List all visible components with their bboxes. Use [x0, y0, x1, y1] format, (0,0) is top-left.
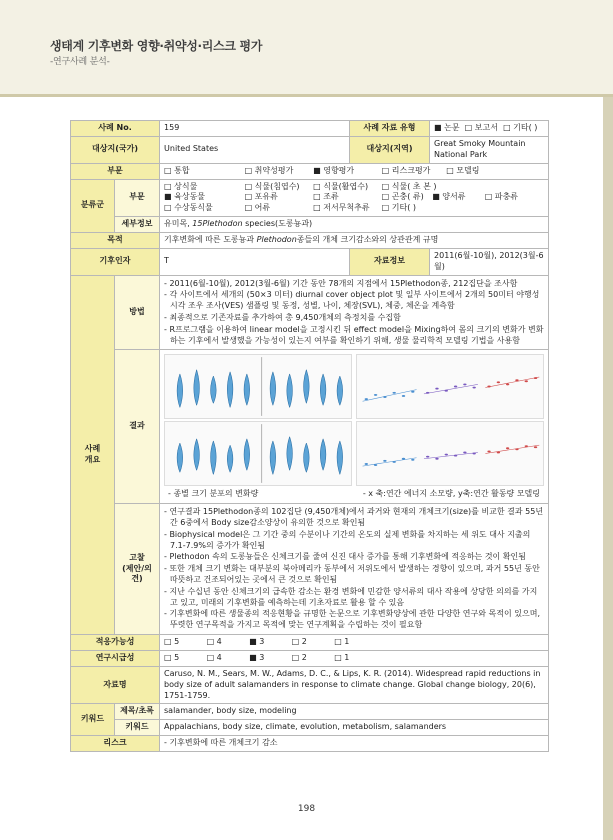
- overview-label: 사례 개요: [71, 275, 115, 634]
- rating-option[interactable]: □ 2: [291, 653, 307, 663]
- case-type-options: [430, 121, 549, 137]
- taxon-option[interactable]: □ 곤충( 류): [381, 192, 424, 202]
- page-header-subtitle: -연구사례 분석-: [50, 57, 110, 67]
- taxon-option[interactable]: ■ 육상동물: [164, 192, 206, 202]
- purpose-value: 기후변화에 따른 도롱뇽과 Plethodon종들의 개체 크기감소와의 상관관계 규명: [160, 232, 549, 248]
- result-caption-left: - 종별 크기 분포의 변화량: [168, 489, 259, 499]
- method-value: [160, 275, 549, 350]
- conclusion-value: [160, 504, 549, 635]
- climate-factor-value: T: [160, 248, 350, 275]
- keyword-value: Appalachians, body size, climate, evolution, metabolism, salamanders: [160, 720, 549, 736]
- result-caption-right: - x 축:연간 에너지 소모량, y축:연간 활동량 모델링: [362, 489, 541, 499]
- sector-option[interactable]: ■ 영향평가: [313, 165, 355, 175]
- risk-value: - 기후변화에 따른 개체크기 감소: [160, 736, 549, 752]
- site-value: Great Smoky Mountain National Park: [430, 137, 549, 164]
- method-item: - 최종적으로 기존자료를 추가하여 총 9,450개체의 측정치를 수집함: [164, 312, 401, 322]
- risk-label: 리스크: [71, 736, 160, 752]
- rating-option[interactable]: □ 1: [334, 653, 350, 663]
- sector-options: [160, 163, 549, 179]
- keyword-title-label: 제목/초록: [115, 704, 160, 720]
- sector-option[interactable]: □ 취약성평가: [244, 165, 294, 175]
- keyword-group-label: 키워드: [71, 704, 115, 736]
- result-label: 결과: [115, 350, 160, 504]
- urgency-options: [160, 650, 549, 666]
- country-value: United States: [160, 137, 350, 164]
- reference-label: 자료명: [71, 666, 160, 703]
- applicability-label: 적응가능성: [71, 634, 160, 650]
- taxon-option[interactable]: □ 파충류: [484, 192, 519, 202]
- taxon-option[interactable]: □ 상식물: [164, 181, 198, 191]
- type-option[interactable]: ■ 논문: [434, 123, 460, 133]
- type-option[interactable]: □ 보고서: [464, 123, 498, 133]
- species-value: 유미목, 15Plethodon species(도롱뇽과): [160, 216, 549, 232]
- method-item: - 각 사이트에서 세개의 (50×3 미터) diurnal cover object plot 및 일부 사이트에서 2개의 50미터 야행성 시각 조우 조사(VES) 샘플링 및 동정, 성별, 나이, 체장(SVL), 체중, 체온을 계측함: [164, 290, 540, 311]
- urgency-label: 연구시급성: [71, 650, 160, 666]
- conclusion-label: 고찰 (제안/의견): [115, 504, 160, 635]
- rating-option[interactable]: □ 4: [206, 653, 222, 663]
- rating-option[interactable]: ■ 3: [249, 653, 265, 663]
- rating-option[interactable]: ■ 3: [249, 637, 265, 647]
- rating-option[interactable]: □ 5: [164, 653, 180, 663]
- reference-value: Caruso, N. M., Sears, M. W., Adams, D. C., & Lips, K. R. (2014). Widespread rapid reductions in body size of adult salamanders in response to climate change. Global change biology, 20(6), 1751-1759.: [160, 666, 549, 703]
- site-label: 대상지(지역): [350, 137, 430, 164]
- taxon-option[interactable]: □ 조류: [313, 192, 339, 202]
- taxon-option[interactable]: □ 기타( ): [381, 203, 416, 213]
- taxon-sector-label: 부문: [115, 179, 160, 216]
- taxon-label: 분류군: [71, 179, 115, 232]
- taxon-option[interactable]: □ 식물( 초 본 ): [381, 181, 437, 191]
- conclusion-item: - 또한 개체 크기 변화는 대부분의 북아메리카 동부에서 저위도에서 발생하는 경향이 있으며, 과거 55년 동안 따뜻하고 건조되어있는 곳에서 큰 것으로 확인됨: [164, 564, 540, 584]
- applicability-options: [160, 634, 549, 650]
- violin-figure-2: [164, 421, 352, 486]
- method-item: - R프로그램을 이용하여 linear model을 고정시킨 뒤 effect model을 Mixing하여 몸의 크기의 변화가 변화하는 기후에서 발생했을 가능성이 있는지 여부를 확인하기 위해, 생물 물리학적 모델링 기법을 사용함: [164, 324, 544, 345]
- taxon-option[interactable]: □ 식물(활엽수): [313, 181, 369, 191]
- species-label: 세부정보: [115, 216, 160, 232]
- taxon-option[interactable]: □ 수상동식물: [164, 203, 213, 213]
- country-label: 대상지(국가): [71, 137, 160, 164]
- rating-option[interactable]: □ 4: [206, 637, 222, 647]
- climate-factor-label: 기후인자: [71, 248, 160, 275]
- method-label: 방법: [115, 275, 160, 350]
- method-item: - 2011(6월-10월), 2012(3월-6월) 기간 동안 78개의 지점에서 15Plethodon종, 212집단을 조사함: [164, 278, 518, 288]
- sector-option[interactable]: □ 리스크평가: [381, 165, 431, 175]
- conclusion-item: - 지난 수십년 동안 신체크기의 급속한 감소는 환경 변화에 민감한 양서류의 대사 작용에 상당한 의의를 가지고 있고, 미래의 기후변화를 예측하는데 기초자료로 활용 할 수 있음: [164, 586, 538, 607]
- conclusion-item: - Biophysical model은 그 기간 중의 수분이나 기간의 온도의 실제 변화를 차지하는 세 위도 대사 지출의 7.1-7.9%의 증가가 확인됨: [164, 529, 531, 550]
- result-value: [160, 350, 549, 504]
- taxon-option[interactable]: □ 포유류: [244, 192, 278, 202]
- data-info-label: 자료정보: [350, 248, 430, 275]
- taxon-option[interactable]: ■ 양서류: [432, 192, 466, 202]
- taxon-option[interactable]: □ 어류: [244, 203, 271, 213]
- rating-option[interactable]: □ 2: [291, 637, 307, 647]
- violin-figure-1: [164, 354, 352, 419]
- keyword-label: 키워드: [115, 720, 160, 736]
- case-type-label: 사례 자료 유형: [350, 121, 430, 137]
- keyword-title-value: salamander, body size, modeling: [160, 704, 549, 720]
- taxon-options: [160, 179, 549, 216]
- type-option[interactable]: □ 기타( ): [503, 123, 538, 133]
- page-header-title: 생태계 기후변화 영향·취약성·리스크 평가: [50, 39, 263, 53]
- conclusion-item: - Plethodon 속의 도롱뇽들은 신체크기를 줄여 신진 대사 증가를 통해 기후변화에 적응하는 것이 확인됨: [164, 552, 527, 562]
- purpose-label: 목적: [71, 232, 160, 248]
- rating-option[interactable]: □ 5: [164, 637, 180, 647]
- taxon-option[interactable]: □ 식물(침엽수): [244, 181, 300, 191]
- sector-option[interactable]: □ 모델링: [446, 165, 480, 175]
- case-report-table: [70, 120, 549, 752]
- sector-option[interactable]: □ 통합: [164, 165, 190, 175]
- sector-label: 부문: [71, 163, 160, 179]
- scatter-figure-1: [356, 354, 544, 419]
- scatter-figure-2: [356, 421, 544, 486]
- case-no-label: 사례 No.: [71, 121, 160, 137]
- data-info-value: 2011(6월-10월), 2012(3월-6월): [430, 248, 549, 275]
- right-margin-bar: [603, 97, 613, 840]
- page-number: 198: [297, 804, 316, 814]
- conclusion-item: - 연구결과 15Plethodon종의 102집단 (9,450개체)에서 과거와 현재의 개체크기(size)를 비교한 결과 55년간 6중에서 Body size감소양상이 유의한 것으로 확인됨: [164, 507, 544, 527]
- case-no-value: 159: [160, 121, 350, 137]
- taxon-option[interactable]: □ 저서무척추류: [313, 203, 370, 213]
- conclusion-item: - 기후변화에 따른 생물종의 적응현황을 규명한 논문으로 기후변화양상에 관한 다양한 연구와 목적이 있으며, 뚜렷한 연구목적을 가지고 목적에 맞는 연구계획을 수립하는 것이 필요함: [164, 609, 540, 630]
- rating-option[interactable]: □ 1: [334, 637, 350, 647]
